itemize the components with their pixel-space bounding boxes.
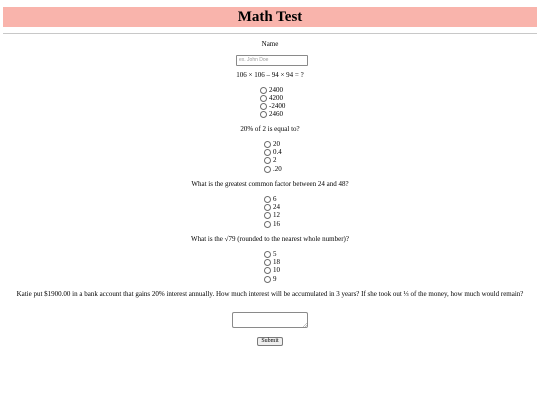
radio-button[interactable] [264,267,271,274]
divider [3,33,537,34]
radio-button[interactable] [264,251,271,258]
q3-option-3[interactable]: 12 [264,211,280,219]
answer-textarea[interactable] [232,312,308,328]
q4-option-1[interactable]: 5 [264,250,277,258]
resize-grip-icon[interactable] [303,323,307,327]
q3-option-4[interactable]: 16 [264,220,280,228]
page-title: Math Test [237,9,303,25]
q1-option-4[interactable]: 2460 [260,110,283,118]
q2-option-1[interactable]: 20 [264,140,280,148]
question-5-text: Katie put $1900.00 in a bank account that gains 20% interest annually. How much interest will be accumulated in 3 years? If she took out ⅓ of the money, how much would remain? [16,290,524,298]
question-2-text: 20% of 2 is equal to? [240,125,300,133]
question-1-text: 106 × 106 – 94 × 94 = ? [236,71,304,79]
q4-option-4[interactable]: 9 [264,275,277,283]
q2-option-3[interactable]: 2 [264,156,277,164]
q1-option-2[interactable]: 4200 [260,94,283,102]
q3-option-1[interactable]: 6 [264,195,277,203]
q3-option-2[interactable]: 24 [264,203,280,211]
name-input[interactable] [236,55,308,66]
radio-button[interactable] [264,221,271,228]
q1-option-1[interactable]: 2400 [260,86,283,94]
radio-button[interactable] [264,196,271,203]
radio-button[interactable] [264,141,271,148]
q4-option-3[interactable]: 10 [264,266,280,274]
radio-button[interactable] [260,95,267,102]
radio-button[interactable] [260,103,267,110]
question-4-text: What is the √79 (rounded to the nearest whole number)? [191,235,349,243]
radio-button[interactable] [264,157,271,164]
question-3-text: What is the greatest common factor between 24 and 48? [191,180,349,188]
radio-button[interactable] [260,87,267,94]
q1-option-3[interactable]: -2400 [260,102,285,110]
q2-option-2[interactable]: 0.4 [264,148,282,156]
radio-button[interactable] [264,166,271,173]
radio-button[interactable] [264,149,271,156]
name-label: Name [261,40,279,48]
radio-button[interactable] [264,212,271,219]
page-header [3,7,537,27]
q2-option-4[interactable]: .20 [264,165,282,173]
radio-button[interactable] [264,259,271,266]
radio-button[interactable] [260,111,267,118]
q4-option-2[interactable]: 18 [264,258,280,266]
radio-button[interactable] [264,276,271,283]
submit-button[interactable]: Submit [257,337,283,346]
radio-button[interactable] [264,204,271,211]
